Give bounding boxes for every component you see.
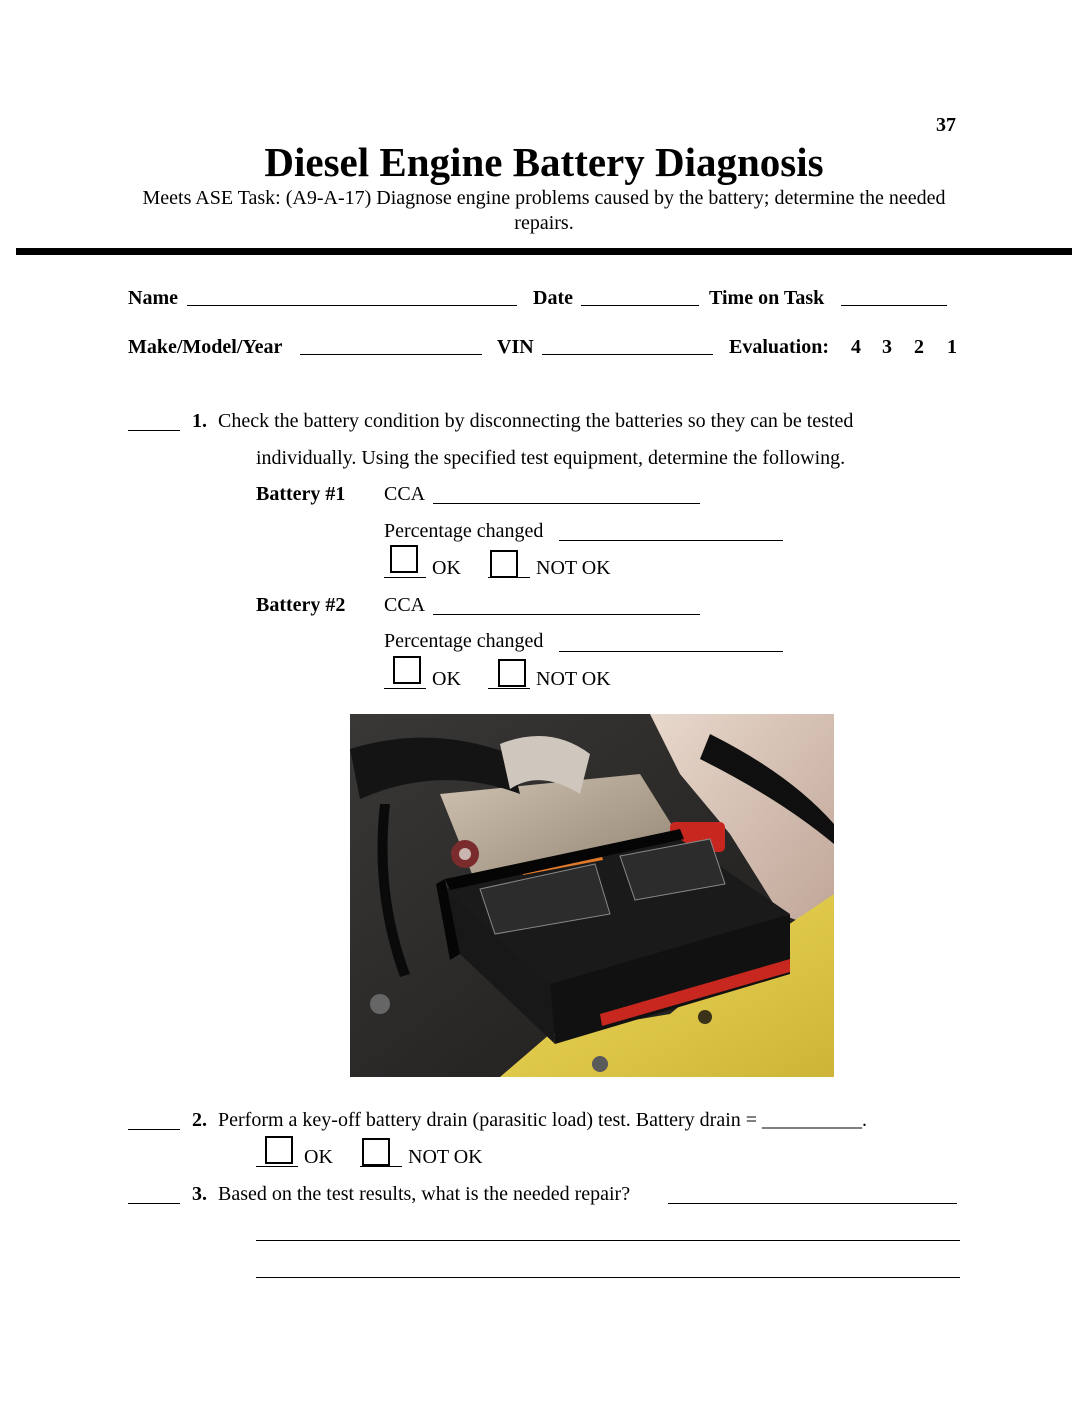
- evaluation-score-4[interactable]: 4: [851, 336, 861, 358]
- task3-answer-line-3[interactable]: [256, 1277, 960, 1278]
- battery1-percentage-field[interactable]: [559, 540, 783, 541]
- battery2-ok-blank: [384, 688, 426, 689]
- date-label: Date: [533, 287, 573, 309]
- battery1-cca-label: CCA: [384, 483, 426, 505]
- task1-check-blank[interactable]: [128, 430, 180, 431]
- ase-task-subtitle: Meets ASE Task: (A9-A-17) Diagnose engine problems caused by the battery; determine the needed repairs.: [142, 187, 946, 234]
- battery2-percentage-field[interactable]: [559, 651, 783, 652]
- battery1-ok-blank: [384, 577, 426, 578]
- task2-check-blank[interactable]: [128, 1129, 180, 1130]
- battery1-ok-checkbox[interactable]: [390, 545, 418, 573]
- task3-number: 3.: [192, 1183, 207, 1205]
- time-on-task-label: Time on Task: [709, 287, 825, 309]
- page-title: Diesel Engine Battery Diagnosis: [264, 139, 824, 185]
- header-divider: [16, 248, 1072, 255]
- battery2-cca-label: CCA: [384, 594, 426, 616]
- battery2-ok-label: OK: [432, 668, 461, 690]
- battery2-percentage-label: Percentage changed: [384, 630, 544, 652]
- name-field[interactable]: [187, 305, 517, 306]
- page-number: 37: [936, 114, 956, 136]
- battery1-percentage-label: Percentage changed: [384, 520, 544, 542]
- make-model-year-field[interactable]: [300, 354, 482, 355]
- evaluation-score-1[interactable]: 1: [947, 336, 957, 358]
- battery1-not-ok-checkbox[interactable]: [490, 550, 518, 578]
- task3-check-blank[interactable]: [128, 1203, 180, 1204]
- battery1-label: Battery #1: [256, 483, 346, 505]
- task3-text: Based on the test results, what is the needed repair?: [218, 1183, 631, 1205]
- task1-text-line2: individually. Using the specified test equipment, determine the following.: [256, 447, 846, 469]
- task1-text-line1: Check the battery condition by disconnecting the batteries so they can be tested: [218, 410, 854, 432]
- task2-ok-blank: [256, 1166, 298, 1167]
- battery2-not-ok-blank: [488, 688, 530, 689]
- task1-number: 1.: [192, 410, 207, 432]
- battery2-cca-field[interactable]: [433, 614, 700, 615]
- task2-not-ok-blank: [360, 1166, 402, 1167]
- vin-field[interactable]: [542, 354, 713, 355]
- battery1-not-ok-label: NOT OK: [536, 557, 611, 579]
- task2-text: Perform a key-off battery drain (parasitic load) test. Battery drain = __________.: [218, 1109, 868, 1131]
- evaluation-score-3[interactable]: 3: [882, 336, 892, 358]
- task2-ok-checkbox[interactable]: [265, 1136, 293, 1164]
- task2-not-ok-label: NOT OK: [408, 1146, 483, 1168]
- task3-answer-line-1[interactable]: [668, 1203, 957, 1204]
- task3-answer-line-2[interactable]: [256, 1240, 960, 1241]
- evaluation-score-2[interactable]: 2: [914, 336, 924, 358]
- battery2-not-ok-checkbox[interactable]: [498, 659, 526, 687]
- battery1-cca-field[interactable]: [433, 503, 700, 504]
- battery1-ok-label: OK: [432, 557, 461, 579]
- task2-ok-label: OK: [304, 1146, 333, 1168]
- battery2-ok-checkbox[interactable]: [393, 656, 421, 684]
- engine-bay-battery-photo: [350, 714, 834, 1077]
- evaluation-label: Evaluation:: [729, 336, 830, 358]
- battery2-label: Battery #2: [256, 594, 346, 616]
- vin-label: VIN: [497, 336, 534, 358]
- battery2-not-ok-label: NOT OK: [536, 668, 611, 690]
- task2-number: 2.: [192, 1109, 207, 1131]
- make-model-year-label: Make/Model/Year: [128, 336, 283, 358]
- date-field[interactable]: [581, 305, 699, 306]
- task2-not-ok-checkbox[interactable]: [362, 1138, 390, 1166]
- time-on-task-field[interactable]: [841, 305, 947, 306]
- engine-bay-illustration: [350, 714, 834, 1077]
- name-label: Name: [128, 287, 178, 309]
